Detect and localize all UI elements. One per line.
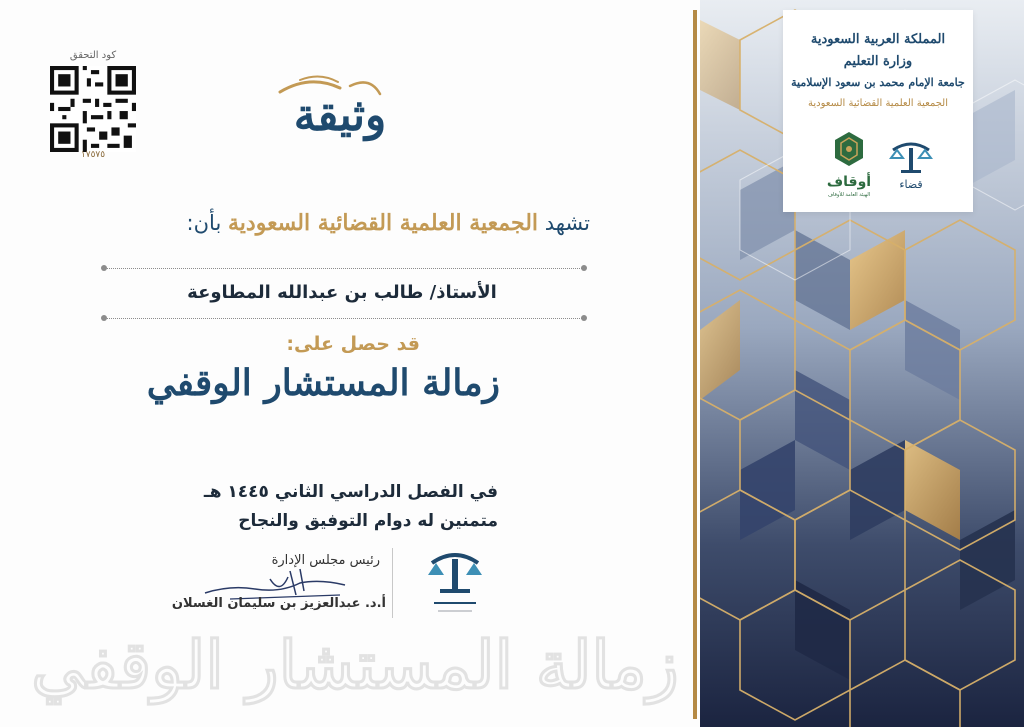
header-card — [783, 10, 973, 212]
signatory-role: رئيس مجلس الإدارة — [271, 553, 380, 568]
awqaf-logo — [819, 128, 879, 202]
background-watermark: زمالة المستشار الوقفي — [31, 626, 679, 704]
header-kingdom: المملكة العربية السعودية — [810, 32, 946, 47]
certify-prefix: تشهد — [544, 211, 590, 235]
scales-icon — [883, 138, 939, 178]
gold-frame-line — [693, 10, 697, 719]
certificate-title-text: وثيقة — [293, 90, 387, 141]
divider-dot — [101, 265, 107, 271]
header-association: الجمعية العلمية القضائية السعودية — [807, 98, 949, 109]
dotted-divider-top — [104, 268, 584, 269]
certificate-title — [240, 72, 440, 162]
divider-dot — [101, 315, 107, 321]
fellowship-title: زمالة المستشار الوقفي — [146, 362, 500, 404]
header-ministry: وزارة التعليم — [843, 54, 913, 69]
divider-dot — [581, 265, 587, 271]
qr-label: كود التحقق — [69, 50, 117, 61]
certify-suffix: بأن: — [186, 211, 222, 235]
association-logo — [420, 545, 490, 623]
divider-dot — [581, 315, 587, 321]
wish-line: متمنين له دوام التوفيق والنجاح — [238, 511, 498, 531]
organization-name: الجمعية العلمية القضائية السعودية — [227, 210, 539, 236]
association-logo-small — [883, 138, 939, 202]
term-line: في الفصل الدراسي الثاني ١٤٤٥ هـ — [203, 482, 498, 502]
obtained-label: قد حصل على: — [286, 333, 420, 355]
qr-number: ١٧٥٧٥ — [80, 150, 106, 160]
header-university: جامعة الإمام محمد بن سعود الإسلامية — [791, 76, 965, 89]
certify-line — [120, 210, 590, 236]
qr-code[interactable] — [50, 66, 136, 152]
association-logo-label: قضاء — [899, 178, 923, 191]
dotted-divider-bottom — [104, 318, 584, 319]
signatory-name: أ.د. عبدالعزيز بن سليمان الغسلان — [171, 596, 386, 611]
signature-divider — [392, 548, 393, 618]
awqaf-emblem-icon — [819, 128, 879, 174]
awqaf-sub-label: الهيئة العامة للأوقاف — [827, 192, 871, 198]
awqaf-label: أوقاف — [826, 174, 872, 190]
recipient-name: الأستاذ/ طالب بن عبدالله المطاوعة — [187, 282, 497, 303]
